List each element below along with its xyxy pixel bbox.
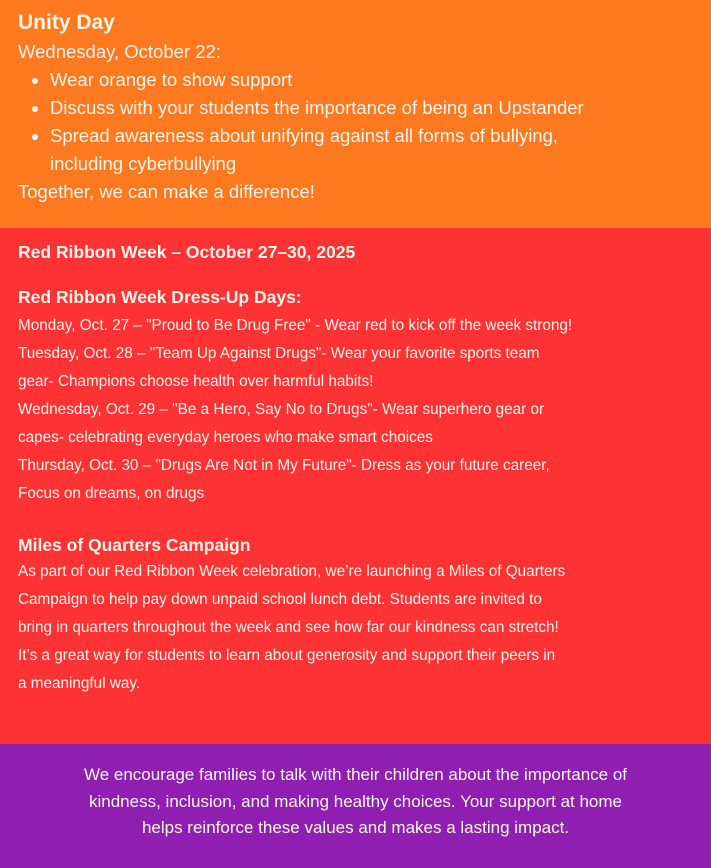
miles-title: Miles of Quarters Campaign: [18, 535, 251, 555]
paragraph-line: As part of our Red Ribbon Week celebration, we’re launching a Miles of Quarters: [18, 563, 566, 580]
list-item: • Spread awareness about unifying against all forms of bullying,: [50, 122, 711, 150]
list-item-continuation: including cyberbullying: [50, 153, 237, 174]
unity-day-list: [18, 66, 711, 178]
dress-up-line: Focus on dreams, on drugs: [18, 485, 205, 502]
family-message-section: [0, 744, 711, 868]
dress-up-line: capes- celebrating everyday heroes who make smart choices: [18, 429, 433, 446]
unity-day-closing: Together, we can make a difference!: [18, 181, 315, 202]
unity-day-title: Unity Day: [18, 11, 115, 34]
dress-up-line: Tuesday, Oct. 28 – "Team Up Against Drugs"- Wear your favorite sports team: [18, 345, 540, 362]
list-item: • Discuss with your students the importance of being an Upstander: [50, 94, 711, 122]
paragraph-line: It’s a great way for students to learn about generosity and support their peers in: [18, 647, 556, 664]
paragraph-line: bring in quarters throughout the week and see how far our kindness can stretch!: [18, 619, 559, 636]
unity-day-section: [0, 0, 711, 228]
red-ribbon-title: Red Ribbon Week – October 27–30, 2025: [18, 242, 356, 262]
paragraph-line: Campaign to help pay down unpaid school lunch debt. Students are invited to: [18, 591, 542, 608]
dress-up-line: gear- Champions choose health over harmful habits!: [18, 373, 374, 390]
dress-up-days: [18, 312, 711, 508]
red-ribbon-section: [0, 228, 711, 744]
miles-paragraph: [18, 558, 711, 698]
message-line: kindness, inclusion, and making healthy choices. Your support at home: [89, 791, 622, 811]
paragraph-line: a meaningful way.: [18, 675, 141, 692]
dress-up-line: Wednesday, Oct. 29 – "Be a Hero, Say No to Drugs"- Wear superhero gear or: [18, 401, 545, 418]
dress-up-title: Red Ribbon Week Dress-Up Days:: [18, 287, 302, 307]
message-line: We encourage families to talk with their children about the importance of: [83, 765, 628, 784]
list-item: • Wear orange to show support: [50, 66, 711, 94]
dress-up-line: Monday, Oct. 27 – "Proud to Be Drug Free" - Wear red to kick off the week strong!: [18, 317, 573, 334]
dress-up-line: Thursday, Oct. 30 – "Drugs Are Not in My Future"- Dress as your future career,: [18, 457, 550, 474]
message-line: helps reinforce these values and makes a lasting impact.: [141, 818, 570, 837]
unity-day-date: Wednesday, October 22:: [18, 41, 221, 62]
